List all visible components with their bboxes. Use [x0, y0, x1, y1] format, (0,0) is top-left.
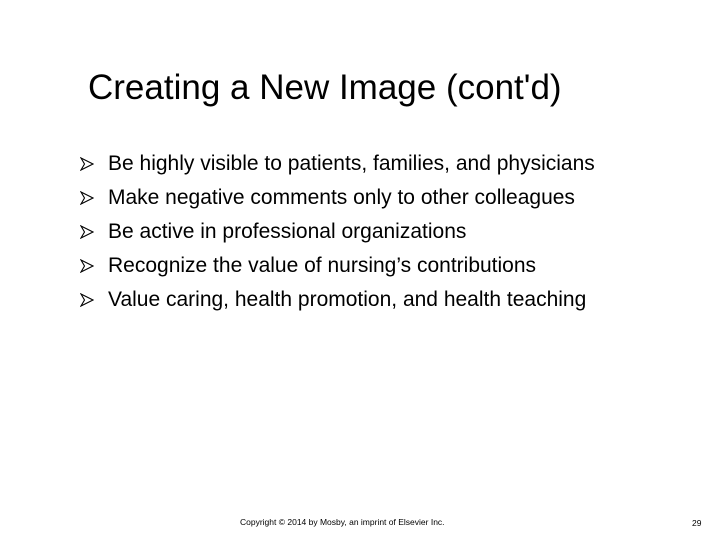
- footer-copyright: Copyright © 2014 by Mosby, an imprint of Elsevier Inc.: [240, 517, 445, 527]
- arrowhead-bullet-icon: [80, 157, 94, 171]
- arrowhead-bullet-icon: [80, 259, 94, 273]
- bullet-text: Recognize the value of nursing’s contributions: [108, 254, 537, 277]
- bullet-text: Make negative comments only to other colleagues: [108, 186, 575, 209]
- arrowhead-bullet-icon: [80, 293, 94, 307]
- page-number: 29: [692, 518, 702, 528]
- arrowhead-bullet-icon: [80, 225, 94, 239]
- slide-title: Creating a New Image (cont'd): [88, 68, 562, 107]
- bullet-text: Value caring, health promotion, and health teaching: [108, 288, 587, 311]
- bullet-text: Be highly visible to patients, families, and physicians: [108, 152, 595, 175]
- bullet-text: Be active in professional organizations: [108, 220, 467, 243]
- arrowhead-bullet-icon: [80, 191, 94, 205]
